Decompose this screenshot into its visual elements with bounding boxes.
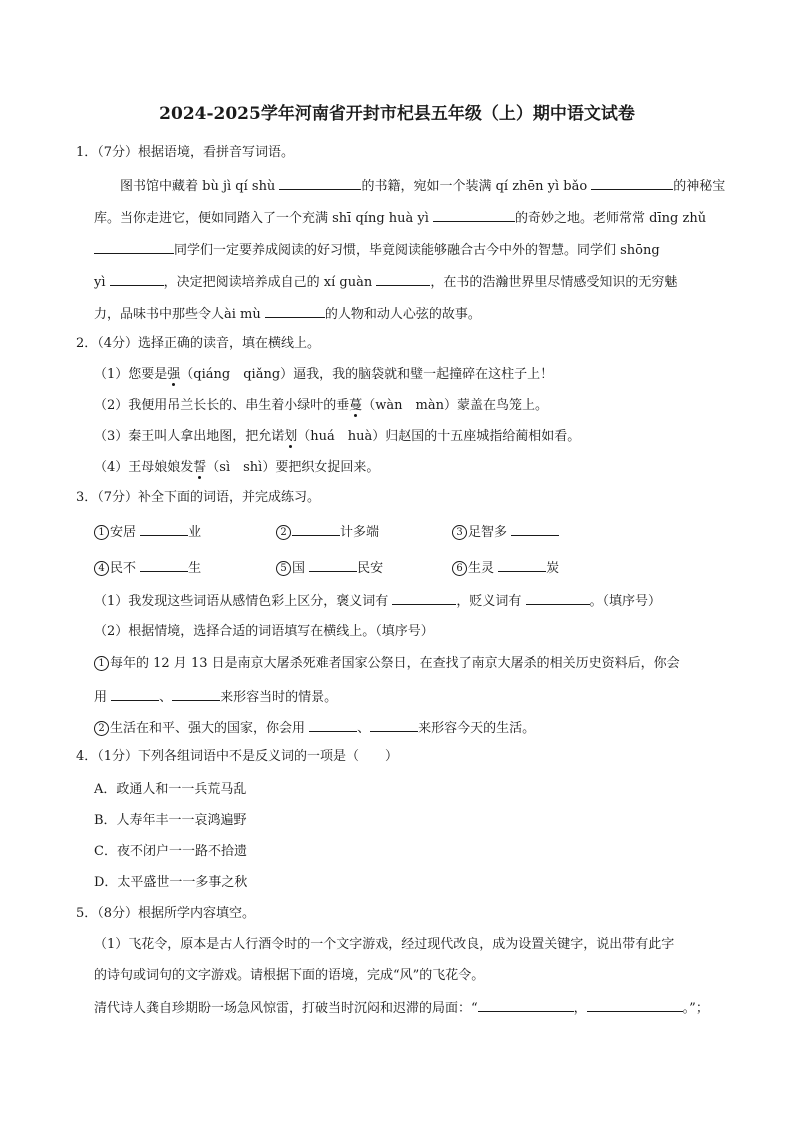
q3-scenario-2: 2 生活在和平、强大的国家，你会用 、 来形容今天的生活。 bbox=[94, 720, 535, 736]
answer-blank[interactable] bbox=[591, 178, 673, 190]
answer-blank[interactable] bbox=[110, 274, 164, 286]
q4-heading: 4．（1分）下列各组词语中不是反义词的一项是（ ） bbox=[76, 749, 399, 764]
answer-blank[interactable] bbox=[498, 560, 546, 572]
q5-text-2: 的诗句或词句的文字游戏。请根据下面的语境，完成“风”的飞花令。 bbox=[94, 968, 485, 983]
answer-blank[interactable] bbox=[279, 178, 361, 190]
exam-title: 2024-2025学年河南省开封市杞县五年级（上）期中语文试卷 bbox=[159, 104, 635, 124]
q1-line-2: 库。当你走进它，便如同踏入了一个充满 shī qíng huà yì 的奇妙之地。老师常常 dīng zhǔ bbox=[94, 211, 707, 226]
q1-line-4: yì ，决定把阅读培养成自己的 xí guàn ，在书的浩瀚世界里尽情感受知识的无穷魅 bbox=[94, 275, 678, 290]
q3-idiom-6: 6 生灵 炭 bbox=[452, 560, 559, 576]
answer-blank[interactable] bbox=[526, 593, 590, 605]
q2-item-2: （2）我便用吊兰长长的、串生着小绿叶的垂蔓（wàn màn）蒙盖在鸟笼上。 bbox=[94, 398, 548, 413]
answer-blank[interactable] bbox=[140, 524, 188, 536]
q3-heading: 3．（7分）补全下面的词语，并完成练习。 bbox=[76, 490, 321, 505]
q3-idiom-4: 4 民不 生 bbox=[94, 560, 201, 576]
answer-blank[interactable] bbox=[94, 242, 174, 254]
q2-item-3: （3）秦王叫人拿出地图，把允诺划（huá huà）归赵国的十五座城指给蔺相如看。 bbox=[94, 429, 581, 444]
answer-blank[interactable] bbox=[309, 720, 357, 732]
circled-number: 6 bbox=[452, 561, 467, 576]
q4-option-a[interactable]: A．政通人和一一兵荒马乱 bbox=[94, 782, 247, 797]
q1-line-5: 力，品味书中那些令人ài mù 的人物和动人心弦的故事。 bbox=[94, 307, 481, 322]
answer-blank[interactable] bbox=[587, 1000, 683, 1012]
q1-heading: 1．（7分）根据语境，看拼音写词语。 bbox=[76, 145, 295, 160]
q3-scenario-1: 1 每年的 12 月 13 日是南京大屠杀死难者国家公祭日，在查找了南京大屠杀的相关历史资料后，你会 bbox=[94, 656, 680, 671]
q3-idiom-2: 2 计多端 bbox=[276, 524, 379, 540]
q3-idiom-3: 3 足智多 bbox=[452, 524, 559, 540]
answer-blank[interactable] bbox=[309, 560, 357, 572]
answer-blank[interactable] bbox=[433, 210, 515, 222]
q2-item-1: （1）您要是强（qiáng qiǎng）逼我，我的脑袋就和璧一起撞碎在这柱子上！ bbox=[94, 367, 554, 382]
q3-sub-2: （2）根据情境，选择合适的词语填写在横线上。（填序号） bbox=[94, 624, 434, 639]
q1-line-1: 图书馆中藏着 bù jì qí shù 的书籍，宛如一个装满 qí zhēn yì bǎo 的神秘宝 bbox=[120, 179, 726, 194]
answer-blank[interactable] bbox=[292, 524, 340, 536]
answer-blank[interactable] bbox=[478, 1000, 574, 1012]
answer-blank[interactable] bbox=[111, 689, 159, 701]
answer-blank[interactable] bbox=[370, 720, 418, 732]
circled-number: 5 bbox=[276, 561, 291, 576]
q4-option-d[interactable]: D．太平盛世一一多事之秋 bbox=[94, 875, 248, 890]
q2-item-4: （4）王母娘娘发誓（sì shì）要把织女捉回来。 bbox=[94, 460, 380, 475]
answer-blank[interactable] bbox=[172, 689, 220, 701]
q3-sub-1: （1）我发现这些词语从感情色彩上区分，褒义词有 ，贬义词有 。（填序号） bbox=[94, 594, 662, 609]
q5-heading: 5．（8分）根据所学内容填空。 bbox=[76, 906, 256, 921]
circled-number: 1 bbox=[94, 656, 109, 671]
answer-blank[interactable] bbox=[265, 306, 325, 318]
q1-line-3: 同学们一定要养成阅读的好习惯，毕竟阅读能够融合古今中外的智慧。同学们 shōng bbox=[94, 242, 660, 257]
answer-blank[interactable] bbox=[140, 560, 188, 572]
q3-idiom-1: 1 安居 业 bbox=[94, 524, 201, 540]
q4-option-c[interactable]: C．夜不闭户一一路不拾遗 bbox=[94, 844, 247, 859]
q3-scenario-1-cont: 用 、 来形容当时的情景。 bbox=[94, 690, 338, 705]
q3-idiom-5: 5 国 民安 bbox=[276, 560, 383, 576]
circled-number: 4 bbox=[94, 561, 109, 576]
q5-text-1: （1）飞花令，原本是古人行酒令时的一个文字游戏，经过现代改良，成为设置关键字，说出带有此字 bbox=[94, 937, 675, 952]
answer-blank[interactable] bbox=[376, 274, 430, 286]
circled-number: 1 bbox=[94, 525, 109, 540]
q2-heading: 2．（4分）选择正确的读音，填在横线上。 bbox=[76, 336, 321, 351]
q5-text-3: 清代诗人龚自珍期盼一场急风惊雷，打破当时沉闷和迟滞的局面：“ ， 。”； bbox=[94, 1001, 709, 1016]
q4-option-b[interactable]: B．人寿年丰一一哀鸿遍野 bbox=[94, 813, 247, 828]
circled-number: 2 bbox=[276, 525, 291, 540]
circled-number: 3 bbox=[452, 525, 467, 540]
circled-number: 2 bbox=[94, 721, 109, 736]
answer-blank[interactable] bbox=[511, 524, 559, 536]
answer-blank[interactable] bbox=[392, 593, 456, 605]
